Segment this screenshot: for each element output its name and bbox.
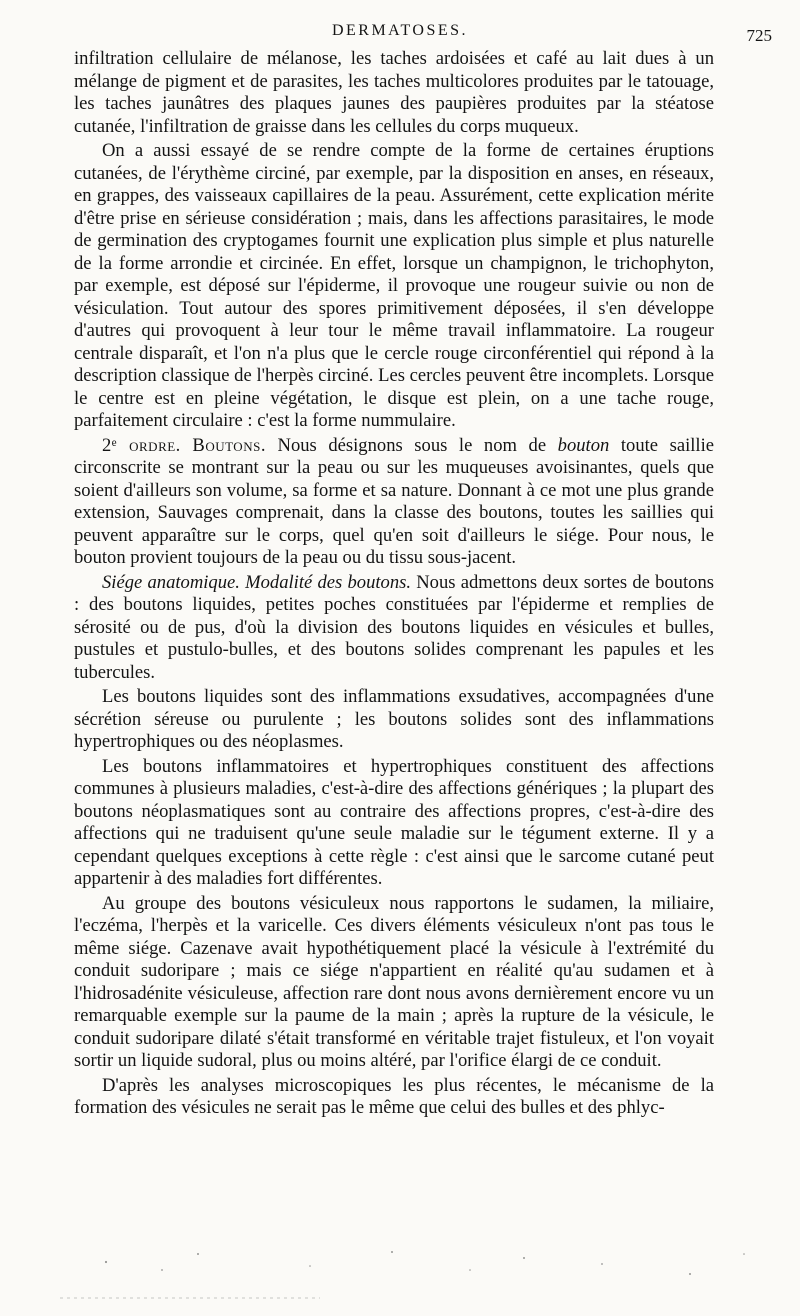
running-title: DERMATOSES. [331,22,469,39]
paragraph: D'après les analyses microscopiques les plus récentes, le mécanisme de la formation des vésicules ne serait pas le même que celui des bulles et des phlyc- [74,1074,714,1118]
italic-term: bouton [557,434,610,456]
page-number: 725 [746,26,772,45]
paragraph-text: Nous désignons sous le nom de [265,434,558,456]
paragraph: infiltration cellulaire de mélanose, les taches ardoisées et café au lait dues à un mélange de pigment et de parasites, les taches multicolores produites par le tatouage, les taches jaunâtres des plaques jaunes des paupières produites par la stéatose cutanée, l'infiltration de graisse dans les cellules du corps muqueux. [74,48,714,137]
paragraph: Les boutons inflammatoires et hypertrophiques constituent des affections communes à plusieurs maladies, c'est-à-dire des affections génériques ; la plupart des boutons néoplasmatiques sont au contraire des affections propres, c'est-à-dire des affections qui ne traduisent qu'une seule maladie sur le tégument externe. Il y a cependant quelques exceptions à cette règle : c'est ainsi que le sarcome cutané peut appartenir à des maladies fort différentes. [74,755,714,889]
scan-noise [0,1240,800,1316]
body-text [74,48,714,1120]
running-head [0,22,800,48]
paragraph-text: toute saillie circonscrite se montrant sur la peau ou sur les muqueuses avoisinantes, quels que soient d'ailleurs son volume, sa forme et sa nature. Donnant à ce mot une plus grande extension, Sauvages comprenait, dans la classe des boutons, toutes les saillies qui peuvent apparaître sur le corps, quel qu'en soit d'ailleurs le siége. Pour nous, le bouton provient toujours de la peau ou du tissu sous-jacent. [74,434,715,568]
paragraph: On a aussi essayé de se rendre compte de la forme de certaines éruptions cutanées, de l'érythème circiné, par exemple, par la disposition en anses, en réseaux, en grappes, des vaisseaux capillaires de la peau. Assurément, cette explication mérite d'être prise en sérieuse considération ; mais, dans les affections parasitaires, le mode de germination des cryptogames fournit une explication plus simple et plus naturelle de la forme arrondie et circinée. En effet, lorsque un champignon, le trichophyton, par exemple, est déposé sur l'épiderme, il provoque une rougeur suivie ou non de vésiculation. Tout autour des spores primitivement déposées, il s'en développe d'autres qui provoquent à leur tour le même travail inflammatoire. La rougeur centrale disparaît, et l'on n'a plus que le cercle rouge circonférentiel qui répond à la description classique de l'herpès circiné. Les cercles peuvent être incomplets. Lorsque le centre est en pleine végétation, le disque est plein, on a une tache rouge, parfaitement circulaire : c'est la forme nummulaire. [74,140,714,431]
paragraph [74,572,714,685]
paragraph: Au groupe des boutons vésiculeux nous rapportons le sudamen, la miliaire, l'eczéma, l'herpès et la varicelle. Ces divers éléments vésiculeux n'ont pas tous le même siége. Cazenave avait hypothétiquement placé la vésicule à l'extrémité du conduit sudoripare ; mais ce siége n'appartient en réalité qu'au sudamen et à l'hidrosadénite vésiculeuse, affection rare dont nous avons dernièrement encore vu un remarquable exemple sur la paume de la main ; après la rupture de la vésicule, le conduit sudoripare dilaté s'était transformé en véritable trajet fistuleux, et l'on voyait sortir un liquide sudoral, plus ou moins altéré, par l'orifice élargi de ce conduit. [74,892,714,1071]
paragraph-text: Nous admettons deux sortes de boutons : des boutons liquides, petites poches constituées par l'épiderme et remplies de sérosité ou de pus, d'où la division des boutons liquides en vésicules et bulles, pustules et pustulo-bulles, et des boutons solides comprenant les papules et les tubercules. [74,571,714,683]
paragraph [74,435,714,570]
section-order-label: 2ᵉ ordre. [102,434,181,456]
subsection-heading: Siége anatomique. Modalité des boutons. [102,571,412,593]
paragraph: Les boutons liquides sont des inflammations exsudatives, accompagnées d'une sécrétion séreuse ou purulente ; les boutons solides sont des inflammations hypertrophiques ou des néoplasmes. [74,686,714,752]
section-heading: Boutons. [192,434,266,456]
